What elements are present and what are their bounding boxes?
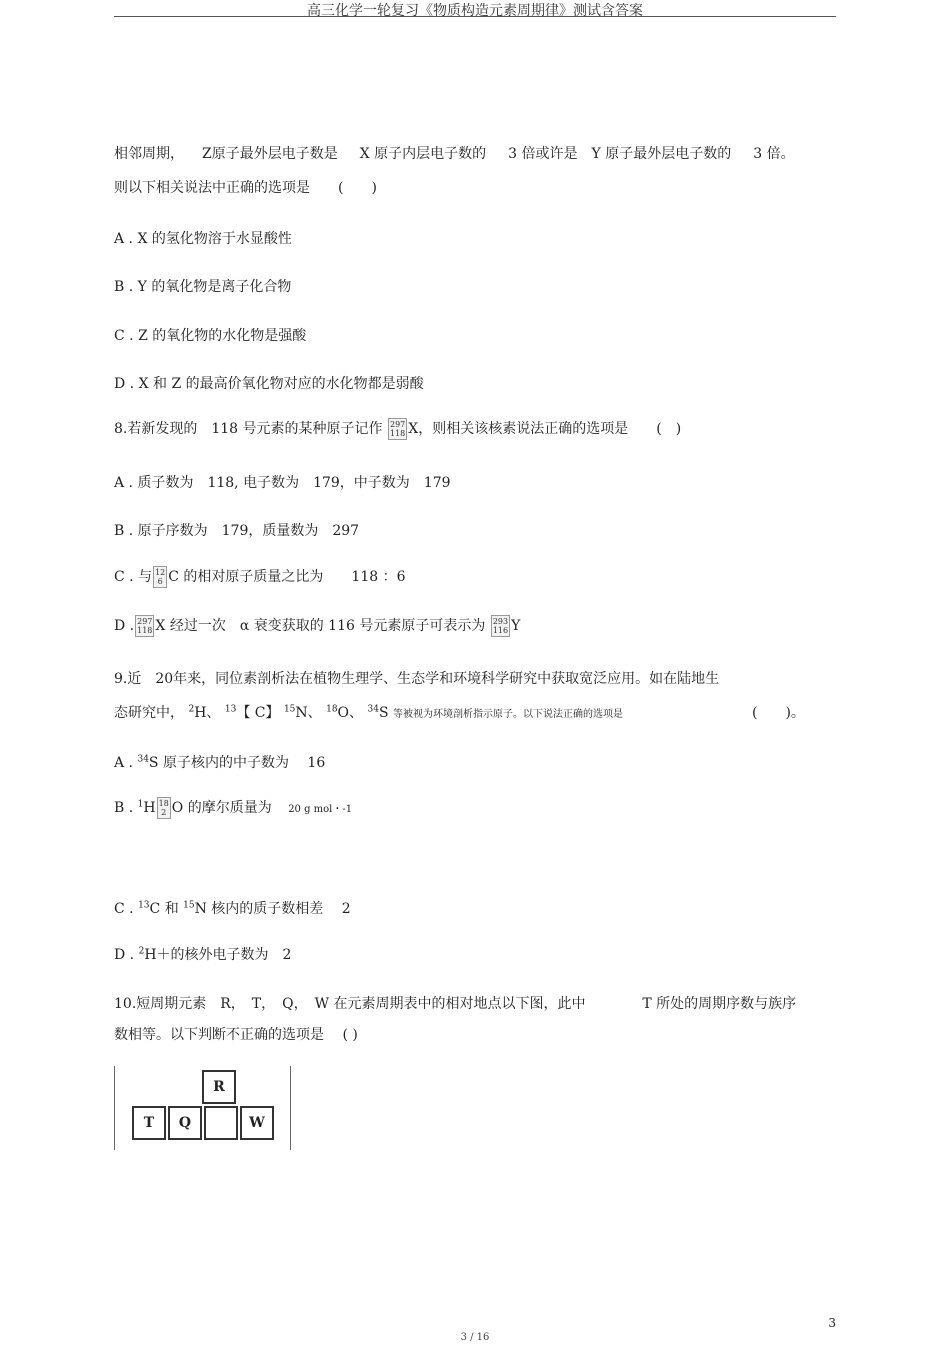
q7-line1-part: X 原子内层电子数的 [359, 146, 487, 162]
periodic-table-fragment [114, 1066, 292, 1150]
page-count: 3 / 16 [460, 1332, 490, 1343]
nuclide-element: O [171, 800, 184, 816]
q10-line1-text: 10.短周期元素 R， T， Q， W 在元素周期表中的相对地点以下图，此中 [114, 996, 586, 1012]
table-left-border [114, 1066, 115, 1150]
isotope-mass: 34 [137, 754, 149, 765]
isotope-symbol: N [295, 705, 308, 721]
q10-line2: 数相等。以下判断不正确的选项是 ( ) [114, 1027, 358, 1043]
nuclide-element: Y [511, 618, 521, 634]
nuclide-element: X [155, 618, 166, 634]
cell-r: R [202, 1070, 236, 1104]
isotope-mass: 15 [283, 704, 296, 715]
q9-option-c-text: C 和 [149, 901, 179, 917]
nuclide-element: X [408, 421, 419, 437]
header-rule [114, 16, 836, 17]
isotope-symbol: 【 C】 [236, 705, 280, 721]
isotope-mass: 34 [367, 704, 379, 715]
nuclide-symbol: 12 6 [155, 568, 166, 586]
q9-option-b-text: B . [114, 800, 134, 816]
q8-option-a: A . 质子数为 118, 电子数为 179，中子数为 179 [114, 475, 451, 491]
separator: 、 [307, 705, 322, 721]
nuclide-symbol: 293 116 [492, 617, 509, 635]
q9-option-b-text: 的摩尔质量为 [187, 800, 272, 816]
page-number: 3 [828, 1316, 836, 1330]
q10-line1 [114, 993, 796, 1013]
isotope-symbol: H [194, 705, 207, 721]
q8-option-d-text: D . [114, 618, 135, 634]
q8-stem [114, 418, 681, 440]
isotope-mass: 1 [137, 799, 144, 810]
q8-option-c-text: 的相对原子质量之比为 118 ：6 [183, 569, 406, 585]
q8-stem-text: 8.若新发现的 118 号元素的某种原子记作 [114, 421, 383, 437]
separator: 、 [349, 705, 364, 721]
nuclide-element: C [168, 569, 179, 585]
q7-option-a: A . X 的氢化物溶于水显酸性 [114, 231, 292, 247]
q8-option-c [114, 566, 406, 588]
table-right-border [290, 1066, 291, 1150]
isotope-mass: 18 [326, 704, 338, 715]
cell-t: T [132, 1106, 166, 1140]
separator: 、 [206, 705, 221, 721]
q9-option-a-text: S 原子核内的中子数为 16 [148, 755, 326, 771]
formula-element: H [143, 800, 156, 816]
q7-line1-part: Z原子最外层电子数是 [202, 146, 338, 162]
q7-line1-part: Y 原子最外层电子数的 [591, 146, 732, 162]
q8-option-c-text: C . 与 [114, 569, 153, 585]
q9-line2 [114, 702, 623, 722]
isotope-mass: 2 [188, 704, 195, 715]
isotope-mass: 13 [224, 704, 237, 715]
q8-option-b: B . 原子序数为 179，质量数为 297 [114, 523, 360, 539]
q9-option-d-text: H＋的核外电子数为 2 [144, 947, 292, 963]
cell-q: Q [168, 1106, 202, 1140]
q7-line1-part: 相邻周期， [114, 146, 184, 162]
molar-mass-unit: 20 g mol・-1 [288, 804, 353, 815]
q9-option-a [114, 752, 325, 772]
q7-option-b: B . Y 的氧化物是离子化合物 [114, 279, 292, 295]
isotope-mass: 2 [138, 946, 145, 957]
q9-option-c-text: C . [114, 901, 134, 917]
isotope-mass: 15 [183, 900, 195, 911]
nuclide-symbol: 297 118 [137, 617, 153, 635]
cell-empty [204, 1106, 238, 1140]
nuclide-symbol: 18 2 [158, 799, 169, 817]
isotope-symbol: S [378, 705, 389, 721]
q9-option-d [114, 944, 291, 964]
q10-line1-text: T 所处的周期序数与族序 [642, 996, 797, 1012]
q9-option-a-text: A . [114, 755, 134, 771]
q9-option-d-text: D . [114, 947, 135, 963]
q8-stem-text: ，则相关该核素说法正确的选项是 ( ) [418, 421, 682, 437]
q7-line1-part: 3 倍或许是 [508, 146, 578, 162]
q7-option-c: C . Z 的氧化物的水化物是强酸 [114, 328, 307, 344]
q7-option-d: D . X 和 Z 的最高价氧化物对应的水化物都是弱酸 [114, 376, 424, 392]
q7-line1 [114, 143, 795, 163]
q9-option-c-text: N 核内的质子数相差 2 [194, 901, 351, 917]
q9-answer-blank: ( )。 [752, 705, 805, 721]
q9-option-c [114, 898, 351, 918]
q9-line1: 9.近 20年来，同位素剖析法在植物生理学、生态学和环境科学研究中获取宽泛应用。如在陆地生 [114, 671, 720, 687]
q7-line1-part: 3 倍。 [753, 146, 795, 162]
isotope-symbol: O [337, 705, 350, 721]
isotope-mass: 13 [138, 900, 150, 911]
q9-line2-text: 等被视为环境剖析指示原子。以下说法正确的选项是 [392, 709, 623, 720]
cell-w: W [240, 1106, 274, 1140]
q8-option-d-text: 经过一次 α 衰变获取的 116 号元素原子可表示为 [169, 618, 486, 634]
q8-option-d [114, 615, 520, 637]
q9-option-b [114, 797, 352, 819]
q9-line2-text: 态研究中， [114, 705, 184, 721]
page-header-title: 高三化学一轮复习《物质构造元素周期律》测试含答案 [307, 3, 643, 19]
nuclide-symbol: 297 118 [389, 420, 406, 438]
q7-line2: 则以下相关说法中正确的选项是 ( ) [114, 180, 377, 196]
